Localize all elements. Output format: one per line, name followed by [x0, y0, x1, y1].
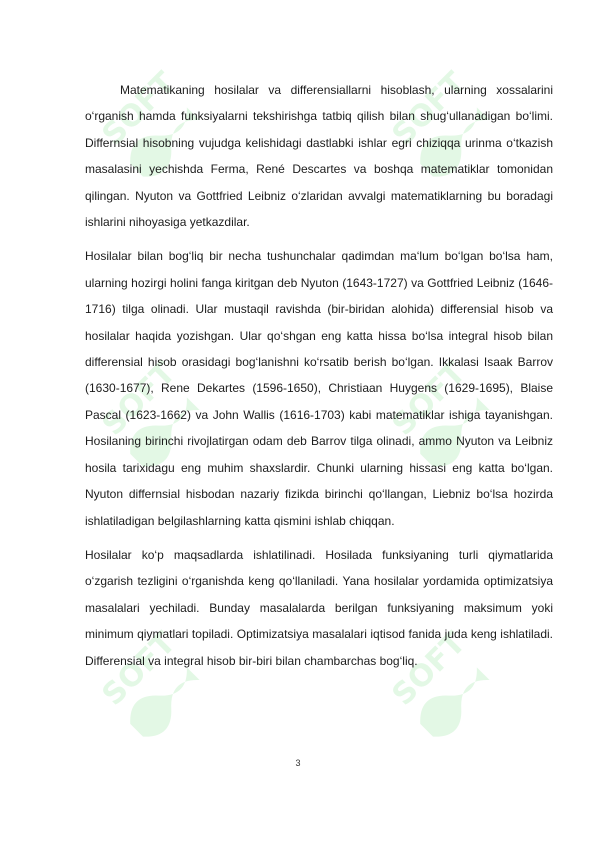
watermark-text: SOFT — [95, 65, 183, 153]
paragraph-applications: Hosilalar ko‘p maqsadlarda ishlatilinadi. Hosilada funksiyaning turli qiymatlarida o‘zgarish tezligini o‘rganishda keng qo‘llaniladi. Yana hosilalar yordamida optimizatsiya masalalari yechiladi. Bunday masalalarda berilgan funksiyaning maksimum yoki minimum qiymatlari topiladi. Optimizatsiya masalalari iqtisod fanida juda keng ishlatiladi. Differensial va integral hisob bir-biri bilan chambarchas bog‘liq. — [85, 547, 553, 668]
paragraph-history: Hosilalar bilan bog‘liq bir necha tushunchalar qadimdan ma‘lum bo‘lgan bo‘lsa ham, ularning hozirgi holini fanga kiritgan deb Nyuton (1643-1727) va Gottfried Leibniz (1646-1716) tilga olinadi. Ular mustaqil ravishda (bir-biridan alohida) differensial hisob va hosilalar haqida yozishgan. Ular qo‘shgan eng katta hissa bo‘lsa integral hisob bilan differensial hisob orasidagi bog‘lanishni ko‘rsatib berish bo‘lgan. Ikkalasi Isaak Barrov (1630-1677), Rene Dekartes (1596-1650), Christiaan Huygens (1629-1695), Blaise Pascal (1623-1662) va John Wallis (1616-1703) kabi matematiklar ishiga tayanishgan. Hosilaning birinchi rivojlatirgan odam deb Barrov tilga olinadi, ammo Nyuton va Leibniz hosila tarixidagu eng muhim shaxslardir. Chunki ularning hissasi eng katta bo‘lgan. Nyuton differnsial hisbodan nazariy fizikda birinchi qo‘llangan, Liebniz bo‘lsa hozirda ishlatiladigan belgilashlarning katta qismini ishlab chiqqan. — [85, 249, 553, 528]
paragraph-intro: Matematikaning hosilalar va differensiallarni hisoblash, ularning xossalarini o‘rganish hamda funksiyalarni tekshirishga tatbiq qilish bilan shug‘ullanadigan bo‘limi. Differnsial hisobning vujudga kelishidagi dastlabki ishlar egri chiziqqa urinma o‘tkazish masalasini yechishda Ferma, René Descartes va boshqa matematiklar tomonidan qilingan. Nyuton va Gottfried Leibniz o‘zlaridan avvalgi matematiklarning bu boradagi ishlarini nihoyasiga yetkazdilar. — [85, 83, 553, 230]
watermark-text: SOFT — [385, 625, 473, 713]
watermark-text: SOFT — [385, 65, 473, 153]
watermark-text: SOFT — [385, 355, 473, 443]
watermark-text: SOFT — [95, 355, 183, 443]
watermark-text: SOFT — [95, 625, 183, 713]
body-text — [85, 77, 553, 682]
page-number: 3 — [295, 758, 301, 768]
